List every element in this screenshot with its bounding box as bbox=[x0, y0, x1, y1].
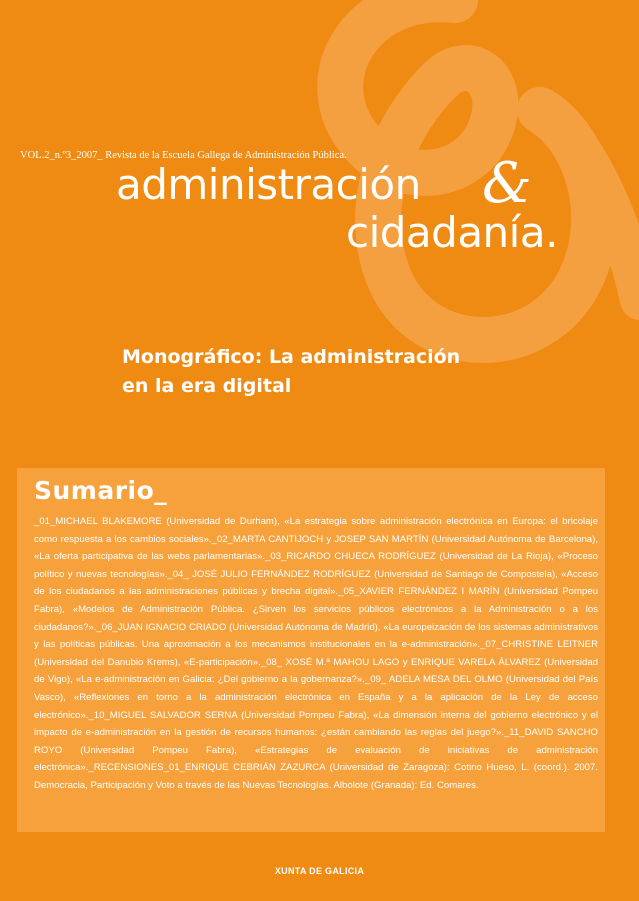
title-ampersand: & bbox=[482, 151, 532, 216]
summary-box bbox=[17, 468, 605, 832]
monographic-title bbox=[122, 343, 460, 401]
journal-name: Revista de la Escuela Gallega de Administración Pública. bbox=[105, 150, 347, 161]
summary-heading: Sumario_ bbox=[34, 476, 168, 505]
title-line-1: administración bbox=[116, 160, 421, 209]
summary-text: _01_MICHAEL BLAKEMORE (Universidad de Durham), «La estrategia sobre administración electrónica en Europa: el bricolaje como respuesta a los cambios sociales»._02_MARTA CANTIJOCH y JOSEP SAN MARTÍN (Universidad Autónoma de Barcelona), «La oferta participativa de las webs parlamentarias»._03_RICARDO CHUECA RODRÍGUEZ (Universidad de La Rioja), «Proceso político y nuevas tecnologías»._04_ JOSÉ JULIO FERNÁNDEZ RODRÍGUEZ (Universidad de Santiago de Compostela), «Acceso de los ciudadanos a las administraciones públicas y brecha digital»._05_XAVIER FERNÁNDEZ I MARÍN (Universidad Pompeu Fabra), «Modelos de Administración Pública. ¿Sirven los servicios públicos electrónicos a la Administración o a los ciudadanos?»._06_JUAN IGNACIO CRIADO (Universidad Autónoma de Madrid), «La europeización de los sistemas administrativos y las políticas públicas. Una aproximación a los mecanismos institucionales en la e-administración»._07_CHRISTINE LEITNER (Universidad del Danubio Krems), «E-participación»._08_ XOSÉ M.ª MAHOU LAGO y ENRIQUE VARELA ÁLVAREZ (Universidad de Vigo), «La e-administración en Galicia: ¿Del gobierno a la gobernanza?»._09_ ADELA MESA DEL OLMO (Universidad del País Vasco), «Reflexiones en torno a la administración electrónica en España y a la aplicación de la Ley de acceso electrónico»._10_MIGUEL SALVADOR SERNA (Universidad Pompeu Fabra), «La dimensión interna del gobierno electrónico y el impacto de e-administración en la gestión de recursos humanos: ¿están cambiando las reglas del juego?»._11_DAVID SANCHO ROYO (Universidad Pompeu Fabra), «Estrategias de evaluación de iniciativas de administración electrónica»._RECENSIONES_01_ENRIQUE CEBRIÁN ZAZURCA (Universidad de Zaragoza): Cotino Hueso, L. (coord.). 2007. Democracia, Participación y Voto a través de las Nuevas Tecnologías. Albolote (Granada): Ed. Comares. bbox=[34, 516, 598, 791]
vertical-title bbox=[14, 0, 66, 475]
issue-volume: VOL.2_n.º3_2007_ bbox=[20, 150, 103, 161]
publisher-footer: XUNTA DE GALICIA bbox=[274, 866, 365, 876]
monographic-title-line-2: en la era digital bbox=[122, 375, 292, 397]
title-line-2: cidadanía. bbox=[346, 208, 558, 257]
monographic-title-line-1: Monográfico: La administración bbox=[122, 346, 461, 368]
